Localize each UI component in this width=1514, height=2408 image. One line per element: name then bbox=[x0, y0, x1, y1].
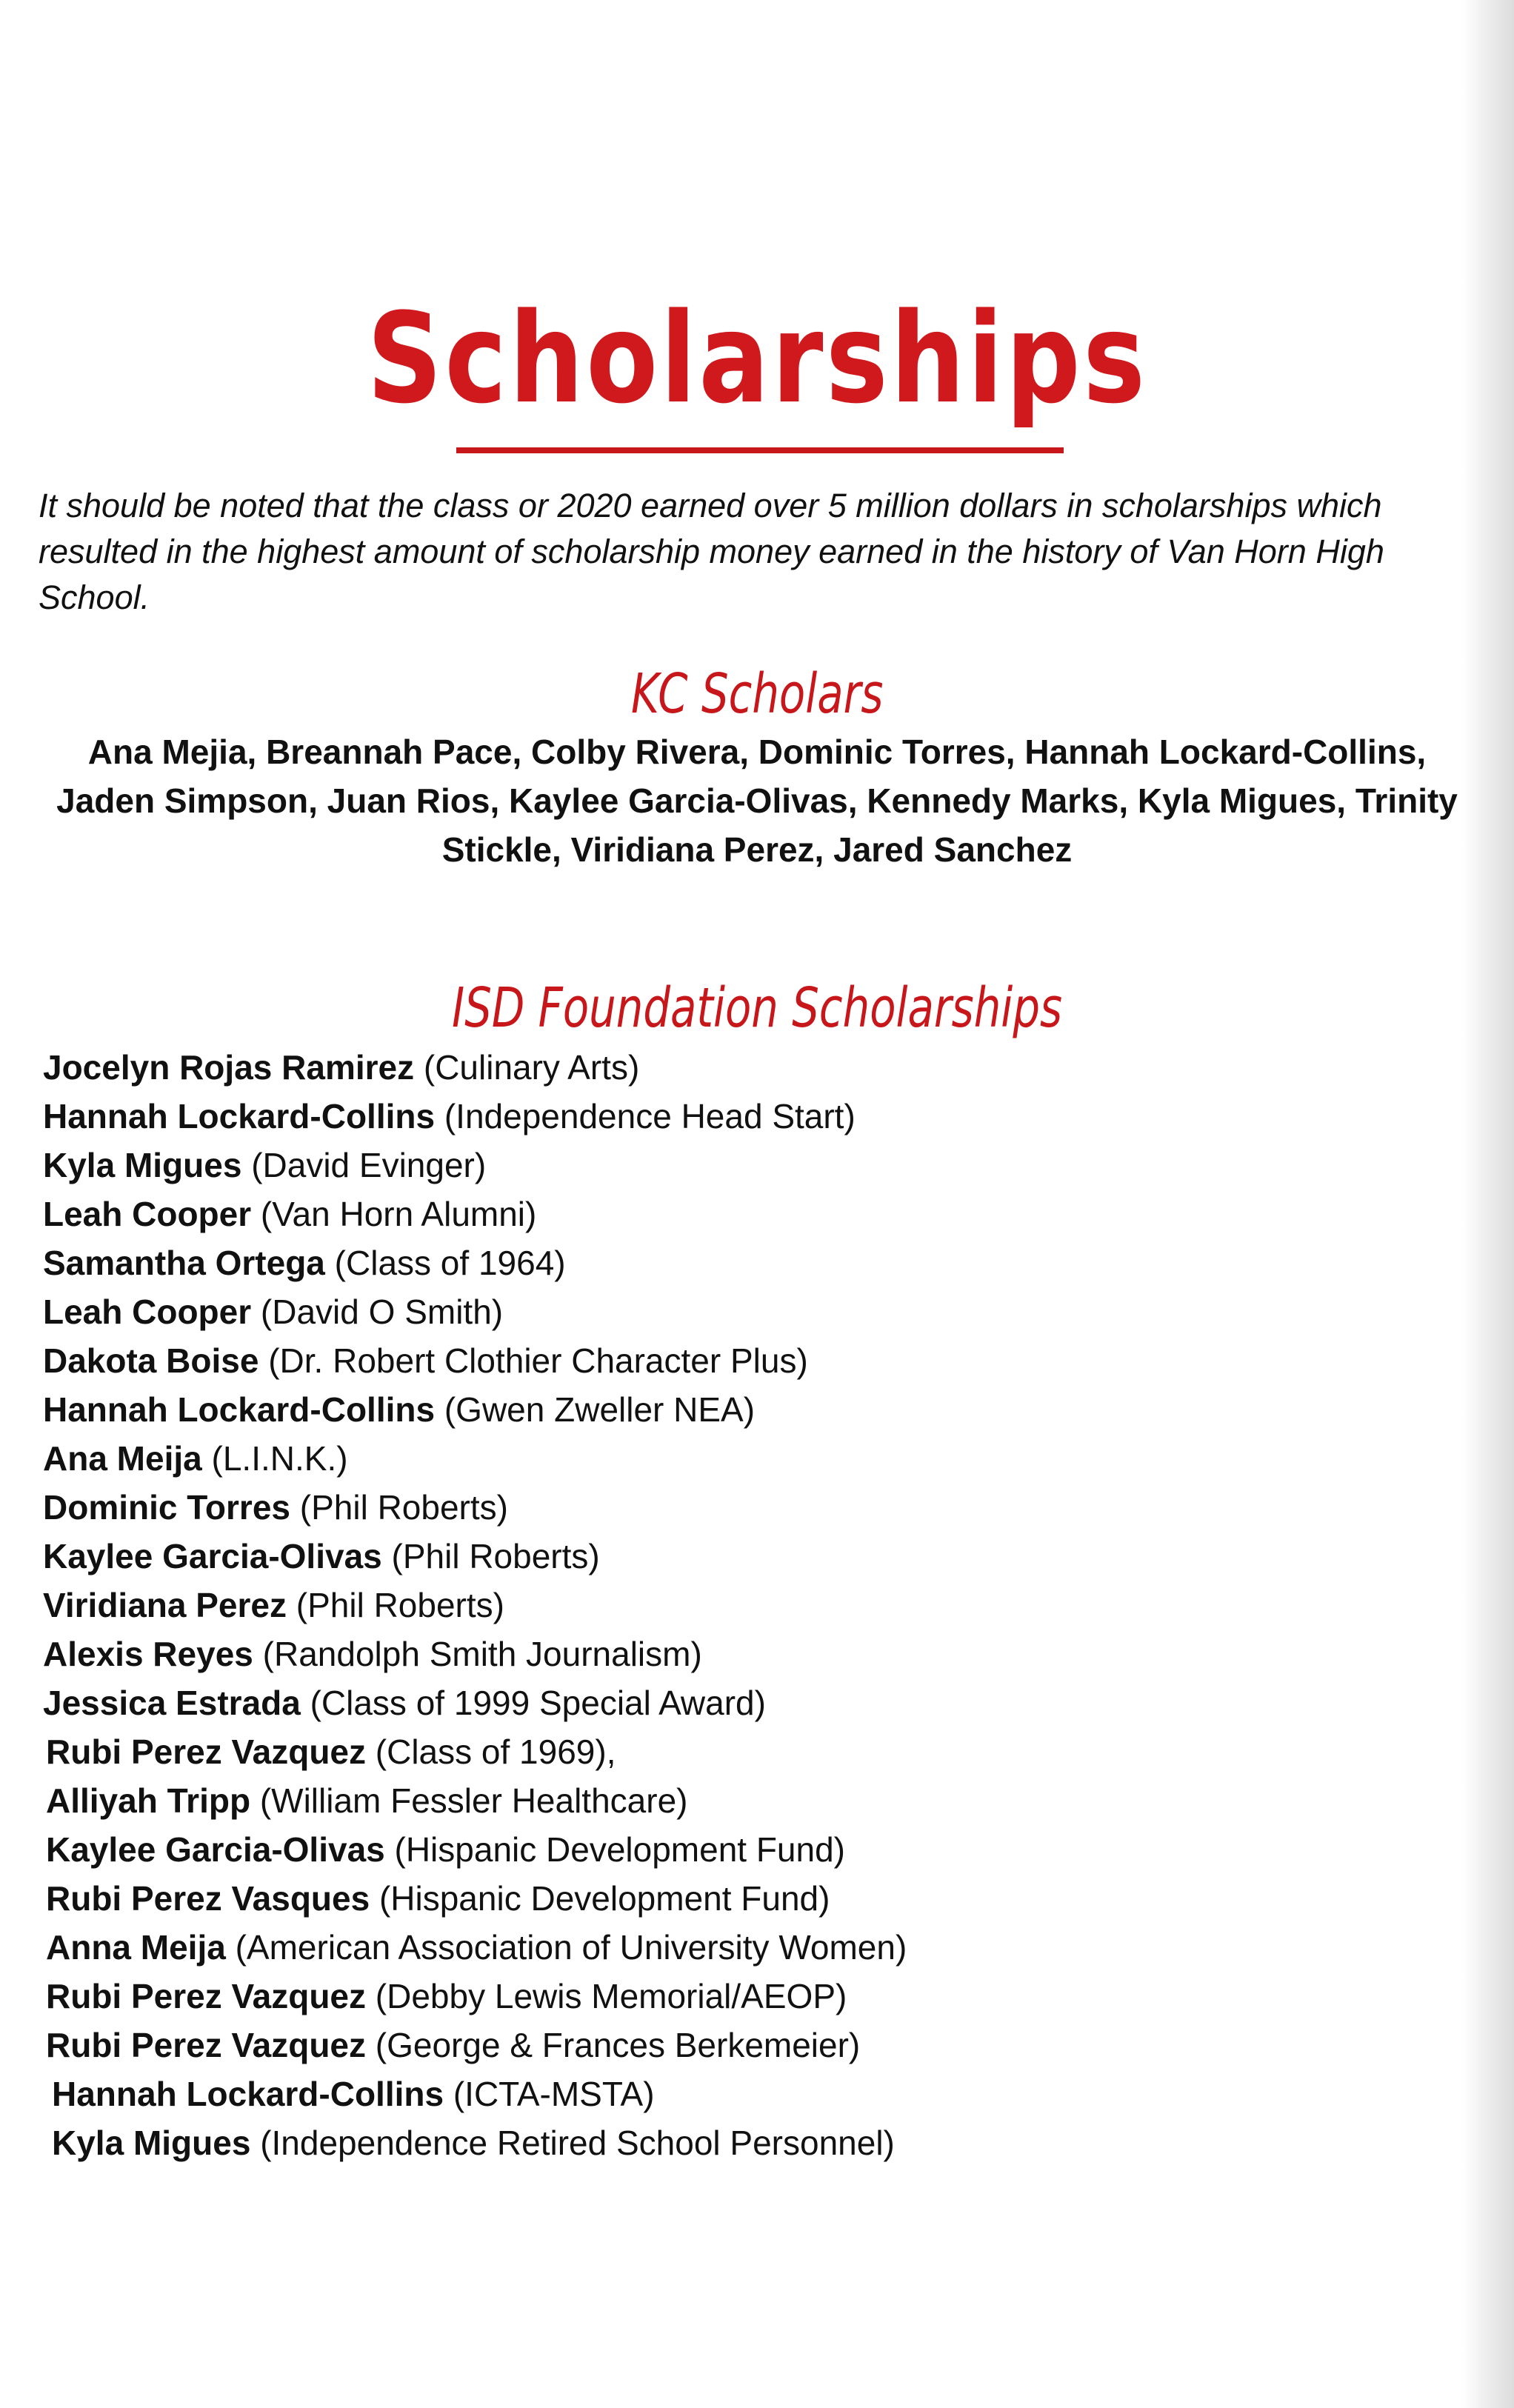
list-item bbox=[43, 2070, 1450, 2118]
recipient-name: Leah Cooper bbox=[43, 1293, 252, 1331]
list-item bbox=[43, 2118, 1450, 2167]
recipient-name: Jessica Estrada bbox=[43, 1684, 301, 1722]
list-item bbox=[43, 1678, 1450, 1727]
recipient-name: Hannah Lockard-Collins bbox=[43, 1390, 436, 1429]
recipient-name: Kaylee Garcia-Olivas bbox=[43, 1537, 382, 1575]
list-item bbox=[43, 1141, 1450, 1190]
list-item bbox=[43, 1825, 1450, 1874]
recipient-name: Kaylee Garcia-Olivas bbox=[46, 1830, 385, 1869]
list-item bbox=[43, 1630, 1450, 1678]
title-underline bbox=[456, 447, 1064, 453]
recipient-name: Leah Cooper bbox=[43, 1195, 252, 1233]
recipient-name: Dakota Boise bbox=[43, 1341, 259, 1380]
list-item bbox=[43, 1190, 1450, 1238]
recipient-name: Alliyah Tripp bbox=[46, 1781, 251, 1820]
list-item bbox=[43, 1923, 1450, 1972]
page-title: Scholarships bbox=[366, 286, 1148, 431]
recipient-name: Dominic Torres bbox=[43, 1488, 290, 1527]
list-item bbox=[43, 1776, 1450, 1825]
recipient-name: Rubi Perez Vazquez bbox=[46, 1732, 367, 1771]
award-name: (Phil Roberts) bbox=[290, 1488, 508, 1527]
kc-scholars-names: Ana Mejia, Breannah Pace, Colby Rivera, Dominic Torres, Hannah Lockard-Collins, Jaden Simpson, Juan Rios, Kaylee Garcia-Olivas, Kennedy Marks, Kyla Migues, Trinity Stickle, Viridiana Perez, Jared Sanchez bbox=[56, 733, 1458, 869]
recipient-name: Jocelyn Rojas Ramirez bbox=[43, 1048, 415, 1087]
award-name: (American Association of University Women) bbox=[225, 1928, 907, 1967]
award-name: (Independence Retired School Personnel) bbox=[250, 2124, 895, 2162]
award-name: (Class of 1969), bbox=[366, 1732, 616, 1771]
award-name: (Hispanic Development Fund) bbox=[384, 1830, 846, 1869]
recipient-name: Anna Meija bbox=[46, 1928, 226, 1967]
isd-foundation-heading bbox=[0, 976, 1514, 1040]
list-item bbox=[43, 1727, 1450, 1776]
kc-scholars-heading-text: KC Scholars bbox=[630, 662, 884, 726]
list-item bbox=[43, 1287, 1450, 1336]
list-item bbox=[43, 1385, 1450, 1434]
recipient-name: Rubi Perez Vazquez bbox=[46, 2026, 367, 2064]
list-item bbox=[43, 2021, 1450, 2070]
award-name: (William Fessler Healthcare) bbox=[250, 1781, 688, 1820]
award-name: (David Evinger) bbox=[241, 1146, 487, 1184]
recipient-name: Rubi Perez Vasques bbox=[46, 1879, 370, 1918]
award-name: (L.I.N.K.) bbox=[201, 1439, 348, 1478]
list-item bbox=[43, 1532, 1450, 1581]
kc-scholars-heading bbox=[0, 662, 1514, 726]
award-name: (Debby Lewis Memorial/AEOP) bbox=[366, 1977, 847, 2015]
recipient-name: Alexis Reyes bbox=[43, 1635, 253, 1673]
isd-foundation-heading-text: ISD Foundation Scholarships bbox=[452, 976, 1062, 1040]
award-name: (Phil Roberts) bbox=[287, 1586, 504, 1624]
isd-foundation-list bbox=[43, 1043, 1450, 2167]
title-block bbox=[0, 286, 1514, 431]
list-item bbox=[43, 1043, 1450, 1092]
list-item bbox=[43, 1238, 1450, 1287]
recipient-name: Kyla Migues bbox=[43, 1146, 242, 1184]
award-name: (Phil Roberts) bbox=[381, 1537, 600, 1575]
award-name: (Hispanic Development Fund) bbox=[370, 1879, 830, 1918]
list-item bbox=[43, 1972, 1450, 2021]
list-item bbox=[43, 1483, 1450, 1532]
list-item bbox=[43, 1874, 1450, 1923]
recipient-name: Samantha Ortega bbox=[43, 1244, 325, 1282]
recipient-name: Kyla Migues bbox=[52, 2124, 251, 2162]
recipient-name: Hannah Lockard-Collins bbox=[52, 2075, 444, 2113]
award-name: (Van Horn Alumni) bbox=[251, 1195, 537, 1233]
list-item bbox=[43, 1092, 1450, 1141]
award-name: (Randolph Smith Journalism) bbox=[253, 1635, 702, 1673]
award-name: (ICTA-MSTA) bbox=[444, 2075, 655, 2113]
list-item bbox=[43, 1581, 1450, 1630]
recipient-name: Viridiana Perez bbox=[43, 1586, 287, 1624]
recipient-name: Hannah Lockard-Collins bbox=[43, 1097, 436, 1135]
award-name: (Gwen Zweller NEA) bbox=[435, 1390, 756, 1429]
list-item bbox=[43, 1336, 1450, 1385]
award-name: (David O Smith) bbox=[251, 1293, 504, 1331]
list-item bbox=[43, 1434, 1450, 1483]
award-name: (Dr. Robert Clothier Character Plus) bbox=[259, 1341, 808, 1380]
award-name: (Culinary Arts) bbox=[414, 1048, 640, 1087]
award-name: (Class of 1999 Special Award) bbox=[300, 1684, 766, 1722]
recipient-name: Rubi Perez Vazquez bbox=[46, 1977, 367, 2015]
intro-paragraph: It should be noted that the class or 2020 earned over 5 million dollars in scholarships which resulted in the highest amount of scholarship money earned in the history of Van Horn High School. bbox=[39, 487, 1384, 616]
award-name: (Independence Head Start) bbox=[435, 1097, 856, 1135]
recipient-name: Ana Meija bbox=[43, 1439, 202, 1478]
award-name: (George & Frances Berkemeier) bbox=[366, 2026, 861, 2064]
award-name: (Class of 1964) bbox=[324, 1244, 566, 1282]
